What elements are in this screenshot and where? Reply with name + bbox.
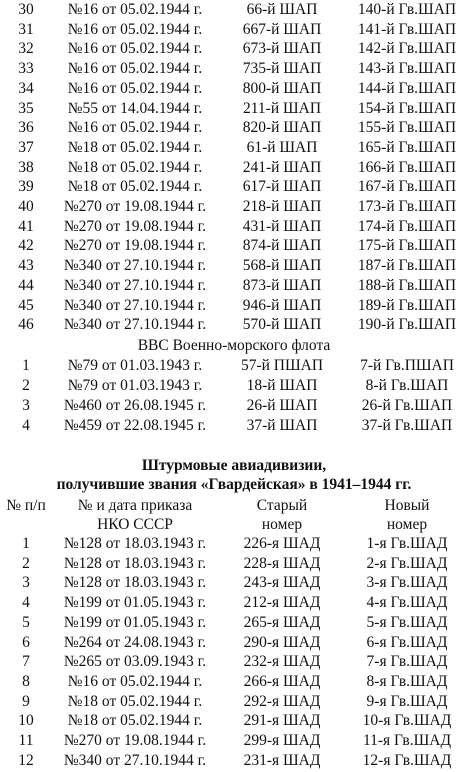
table-row — [0, 158, 468, 178]
new-number-cell: 167-й Гв.ШАП — [357, 178, 457, 196]
new-number-cell: 8-я Гв.ШАД — [366, 672, 448, 690]
old-number-cell: 26-й ШАП — [246, 397, 318, 414]
divisions-title-line2: получившие звания «Гвардейская» в 1941–1944 гг. — [56, 476, 412, 493]
row-number: 32 — [18, 40, 34, 58]
old-number-cell: 568-й ШАП — [242, 257, 322, 275]
order-cell: №16 от 05.02.1944 г. — [67, 20, 203, 38]
order-cell: №79 от 01.03.1943 г. — [67, 357, 203, 374]
new-number-cell: 4-я Гв.ШАД — [366, 594, 448, 612]
order-cell: №199 от 01.05.1943 г. — [63, 613, 207, 631]
row-number: 43 — [18, 257, 34, 275]
table-row — [0, 39, 468, 59]
order-cell: №265 от 03.09.1943 г. — [63, 653, 207, 671]
row-number: 45 — [18, 296, 34, 314]
new-number-cell: 11-я Гв.ШАД — [362, 732, 452, 749]
new-number-cell: 143-й Гв.ШАП — [357, 60, 457, 78]
old-number-cell: 667-й ШАП — [242, 20, 322, 38]
row-number: 11 — [18, 732, 34, 749]
new-number-cell: 37-й Гв.ШАП — [361, 417, 453, 434]
table-row — [0, 138, 468, 158]
header-old-line1: Старый — [256, 497, 308, 514]
row-number: 30 — [18, 1, 34, 18]
row-number: 3 — [22, 574, 30, 592]
table-row — [0, 118, 468, 138]
old-number-cell: 874-й ШАП — [242, 237, 322, 255]
order-cell: №16 от 05.02.1944 г. — [67, 1, 203, 18]
table-row — [0, 534, 468, 554]
old-number-cell: 228-я ШАД — [243, 554, 321, 572]
table-row — [0, 593, 468, 613]
table-row — [0, 554, 468, 574]
new-number-cell: 175-й Гв.ШАП — [357, 237, 457, 255]
order-cell: №128 от 18.03.1943 г. — [63, 535, 207, 552]
order-cell: №340 от 27.10.1944 г. — [63, 316, 207, 334]
row-number: 3 — [22, 397, 30, 414]
table-row — [0, 396, 468, 416]
new-number-cell: 188-й Гв.ШАП — [357, 276, 457, 294]
order-cell: №340 от 27.10.1944 г. — [63, 751, 207, 769]
row-number: 39 — [18, 178, 34, 196]
table-row — [0, 613, 468, 633]
order-cell: №18 от 05.02.1944 г. — [67, 692, 203, 710]
order-cell: №18 от 05.02.1944 г. — [67, 138, 203, 156]
old-number-cell: 232-я ШАД — [243, 653, 321, 671]
navy-heading: ВВС Военно-морского флота — [137, 337, 331, 354]
new-number-cell: 155-й Гв.ШАП — [357, 119, 457, 137]
order-cell: №16 от 05.02.1944 г. — [67, 119, 203, 137]
new-number-cell: 165-й Гв.ШАП — [357, 138, 457, 156]
row-number: 8 — [22, 672, 30, 690]
new-number-cell: 166-й Гв.ШАП — [357, 158, 457, 176]
table-row — [0, 177, 468, 197]
row-number: 35 — [18, 99, 34, 117]
old-number-cell: 211-й ШАП — [242, 99, 322, 117]
old-number-cell: 243-я ШАД — [243, 574, 321, 592]
old-number-cell: 231-я ШАД — [243, 751, 321, 769]
row-number: 1 — [22, 535, 30, 552]
row-number: 34 — [18, 79, 34, 97]
old-number-cell: 673-й ШАП — [242, 40, 322, 58]
row-number: 42 — [18, 237, 34, 255]
table-row — [0, 20, 468, 40]
table-row — [0, 256, 468, 276]
new-number-cell: 187-й Гв.ШАП — [357, 257, 457, 275]
table-row — [0, 99, 468, 119]
order-cell: №16 от 05.02.1944 г. — [67, 79, 203, 97]
new-number-cell: 3-я Гв.ШАД — [366, 574, 448, 592]
row-number: 9 — [22, 692, 30, 710]
new-number-cell: 189-й Гв.ШАП — [357, 296, 457, 314]
order-cell: №199 от 01.05.1943 г. — [63, 594, 207, 612]
order-cell: №270 от 19.08.1944 г. — [63, 198, 207, 215]
new-number-cell: 5-я Гв.ШАД — [366, 613, 448, 631]
table-row — [0, 315, 468, 335]
new-number-cell: 174-й Гв.ШАП — [357, 217, 457, 235]
old-number-cell: 66-й ШАП — [246, 1, 318, 18]
new-number-cell: 190-й Гв.ШАП — [357, 316, 457, 334]
table-row — [0, 692, 468, 712]
old-number-cell: 431-й ШАП — [242, 217, 322, 235]
row-number: 44 — [18, 276, 34, 294]
order-cell: №270 от 19.08.1944 г. — [63, 217, 207, 235]
header-order-line1: № и дата приказа — [77, 497, 193, 514]
order-cell: №270 от 19.08.1944 г. — [63, 732, 207, 749]
new-number-cell: 142-й Гв.ШАП — [357, 40, 457, 58]
row-number: 33 — [18, 60, 34, 78]
old-number-cell: 291-я ШАД — [243, 712, 321, 730]
table-row — [0, 79, 468, 99]
row-number: 10 — [18, 712, 34, 730]
row-number: 31 — [18, 20, 34, 38]
table-row — [0, 652, 468, 672]
order-cell: №340 от 27.10.1944 г. — [63, 257, 207, 275]
header-order-line2: НКО СССР — [97, 516, 173, 533]
header-num: № п/п — [6, 497, 46, 514]
header-new-line2: номер — [386, 516, 428, 533]
table-row — [0, 731, 468, 751]
table-row — [0, 356, 468, 376]
row-number: 4 — [22, 417, 30, 434]
old-number-cell: 873-й ШАП — [242, 276, 322, 294]
old-number-cell: 299-я ШАД — [243, 732, 321, 749]
old-number-cell: 820-й ШАП — [242, 119, 322, 137]
table-row — [0, 0, 468, 20]
new-number-cell: 154-й Гв.ШАП — [357, 99, 457, 117]
order-cell: №459 от 22.08.1945 г. — [63, 417, 207, 434]
header-new-line1: Новый — [384, 497, 430, 514]
header-old-line2: номер — [261, 516, 303, 533]
row-number: 37 — [18, 138, 34, 156]
new-number-cell: 1-я Гв.ШАД — [366, 535, 448, 552]
order-cell: №270 от 19.08.1944 г. — [63, 237, 207, 255]
divisions-title-line1: Штурмовые авиадивизии, — [141, 457, 327, 474]
table-row — [0, 217, 468, 237]
table-row — [0, 197, 468, 217]
new-number-cell: 6-я Гв.ШАД — [366, 633, 448, 651]
new-number-cell: 7-я Гв.ШАД — [366, 653, 448, 671]
old-number-cell: 265-я ШАД — [243, 613, 321, 631]
row-number: 5 — [22, 613, 30, 631]
new-number-cell: 140-й Гв.ШАП — [357, 1, 457, 18]
old-number-cell: 241-й ШАП — [242, 158, 322, 176]
new-number-cell: 10-я Гв.ШАД — [362, 712, 452, 730]
row-number: 4 — [22, 594, 30, 612]
old-number-cell: 57-й ПШАП — [240, 357, 324, 374]
order-cell: №340 от 27.10.1944 г. — [63, 276, 207, 294]
old-number-cell: 570-й ШАП — [242, 316, 322, 334]
order-cell: №55 от 14.04.1944 г. — [67, 99, 203, 117]
new-number-cell: 12-я Гв.ШАД — [362, 751, 452, 769]
row-number: 2 — [22, 554, 30, 572]
new-number-cell: 26-й Гв.ШАП — [361, 397, 453, 414]
order-cell: №340 от 27.10.1944 г. — [63, 296, 207, 314]
row-number: 41 — [18, 217, 34, 235]
old-number-cell: 735-й ШАП — [242, 60, 322, 78]
table-row — [0, 296, 468, 316]
order-cell: №264 от 24.08.1943 г. — [63, 633, 207, 651]
old-number-cell: 212-я ШАД — [243, 594, 321, 612]
table-row — [0, 276, 468, 296]
row-number: 12 — [18, 751, 34, 769]
table-row — [0, 236, 468, 256]
old-number-cell: 946-й ШАП — [242, 296, 322, 314]
old-number-cell: 218-й ШАП — [242, 198, 322, 215]
table-row — [0, 59, 468, 79]
old-number-cell: 617-й ШАП — [242, 178, 322, 196]
table-row — [0, 416, 468, 436]
old-number-cell: 800-й ШАП — [242, 79, 322, 97]
row-number: 36 — [18, 119, 34, 137]
old-number-cell: 226-я ШАД — [243, 535, 321, 552]
new-number-cell: 7-й Гв.ПШАП — [360, 357, 454, 374]
order-cell: №18 от 05.02.1944 г. — [67, 158, 203, 176]
table-row — [0, 633, 468, 653]
order-cell: №16 от 05.02.1944 г. — [67, 672, 203, 690]
new-number-cell: 141-й Гв.ШАП — [357, 20, 457, 38]
order-cell: №79 от 01.03.1943 г. — [67, 377, 203, 394]
old-number-cell: 290-я ШАД — [243, 633, 321, 651]
table-row — [0, 711, 468, 731]
order-cell: №16 от 05.02.1944 г. — [67, 40, 203, 58]
table-row — [0, 573, 468, 593]
new-number-cell: 173-й Гв.ШАП — [357, 198, 457, 215]
new-number-cell: 9-я Гв.ШАД — [366, 692, 448, 710]
old-number-cell: 266-я ШАД — [243, 672, 321, 690]
table-row — [0, 751, 468, 771]
old-number-cell: 37-й ШАП — [246, 417, 318, 434]
order-cell: №18 от 05.02.1944 г. — [67, 178, 203, 196]
row-number: 2 — [22, 377, 30, 394]
table-row — [0, 376, 468, 396]
row-number: 46 — [18, 316, 34, 334]
row-number: 38 — [18, 158, 34, 176]
row-number: 6 — [22, 633, 30, 651]
old-number-cell: 292-я ШАД — [243, 692, 321, 710]
order-cell: №128 от 18.03.1943 г. — [63, 574, 207, 592]
new-number-cell: 2-я Гв.ШАД — [366, 554, 448, 572]
row-number: 40 — [18, 198, 34, 215]
row-number: 7 — [22, 653, 30, 671]
new-number-cell: 144-й Гв.ШАП — [357, 79, 457, 97]
new-number-cell: 8-й Гв.ШАП — [365, 377, 449, 394]
old-number-cell: 18-й ШАП — [246, 377, 318, 394]
row-number: 1 — [22, 357, 30, 374]
table-row — [0, 672, 468, 692]
order-cell: №18 от 05.02.1944 г. — [67, 712, 203, 730]
order-cell: №460 от 26.08.1945 г. — [63, 397, 207, 414]
order-cell: №128 от 18.03.1943 г. — [63, 554, 207, 572]
order-cell: №16 от 05.02.1944 г. — [67, 60, 203, 78]
old-number-cell: 61-й ШАП — [246, 138, 318, 156]
